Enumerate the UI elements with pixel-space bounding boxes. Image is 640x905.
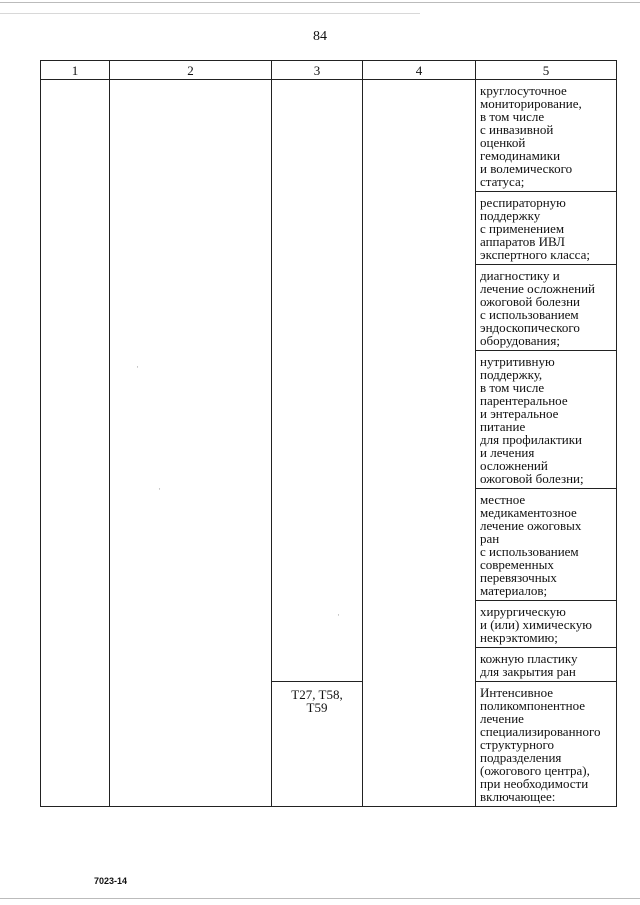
column-1-cell — [41, 80, 110, 807]
column-4-cell — [363, 80, 476, 807]
column-5-item — [476, 265, 617, 351]
item-text: местное медикаментозное лечение ожоговых ран с использованием современных перевязочных материалов; — [480, 492, 582, 598]
column-header-3: 3 — [272, 61, 363, 80]
column-header-5: 5 — [476, 61, 617, 80]
scan-dot-mark: · — [337, 610, 340, 620]
item-text: диагностику и лечение осложнений ожоговой болезни с использованием эндоскопического оборудования; — [480, 268, 596, 348]
column-header-1: 1 — [41, 61, 110, 80]
column-5-item — [476, 648, 617, 682]
item-text: нутритивную поддержку, в том числе парентеральное и энтеральное питание для профилактики и лечения осложнений ожоговой болезни; — [480, 354, 584, 486]
item-text: кожную пластику для закрытия ран — [480, 651, 578, 679]
column-3-cell-empty — [272, 80, 363, 682]
column-2-cell — [110, 80, 272, 807]
column-3-codes-cell — [272, 682, 363, 807]
scan-dot-mark: · — [158, 484, 161, 494]
document-table — [40, 60, 617, 807]
column-5-item — [476, 682, 617, 807]
diagnosis-codes: T27, T58, T59 — [291, 687, 343, 715]
column-5-item — [476, 601, 617, 648]
column-5-item — [476, 351, 617, 489]
column-5-item — [476, 80, 617, 192]
item-text: Интенсивное поликомпонентное лечение специализированного структурного подразделения (ожогового центра), при необходимости включающее: — [480, 685, 601, 804]
footer-document-code: 7023-14 — [94, 876, 128, 886]
column-5-item — [476, 192, 617, 265]
item-text: круглосуточное мониторирование, в том числе с инвазивной оценкой гемодинамики и волемического статуса; — [480, 83, 582, 189]
table-row — [41, 80, 617, 192]
item-text: хирургическую и (или) химическую некрэктомию; — [480, 604, 592, 645]
page-number: 84 — [313, 29, 327, 44]
column-header-4: 4 — [363, 61, 476, 80]
column-5-item — [476, 489, 617, 601]
scan-edge-top-secondary — [0, 13, 420, 14]
scan-dot-mark: · — [136, 362, 139, 372]
scan-edge-top — [0, 2, 640, 3]
item-text: респираторную поддержку с применением аппаратов ИВЛ экспертного класса; — [480, 195, 590, 262]
table-header-row — [41, 61, 617, 80]
scan-edge-bottom — [0, 898, 640, 899]
column-header-2: 2 — [110, 61, 272, 80]
